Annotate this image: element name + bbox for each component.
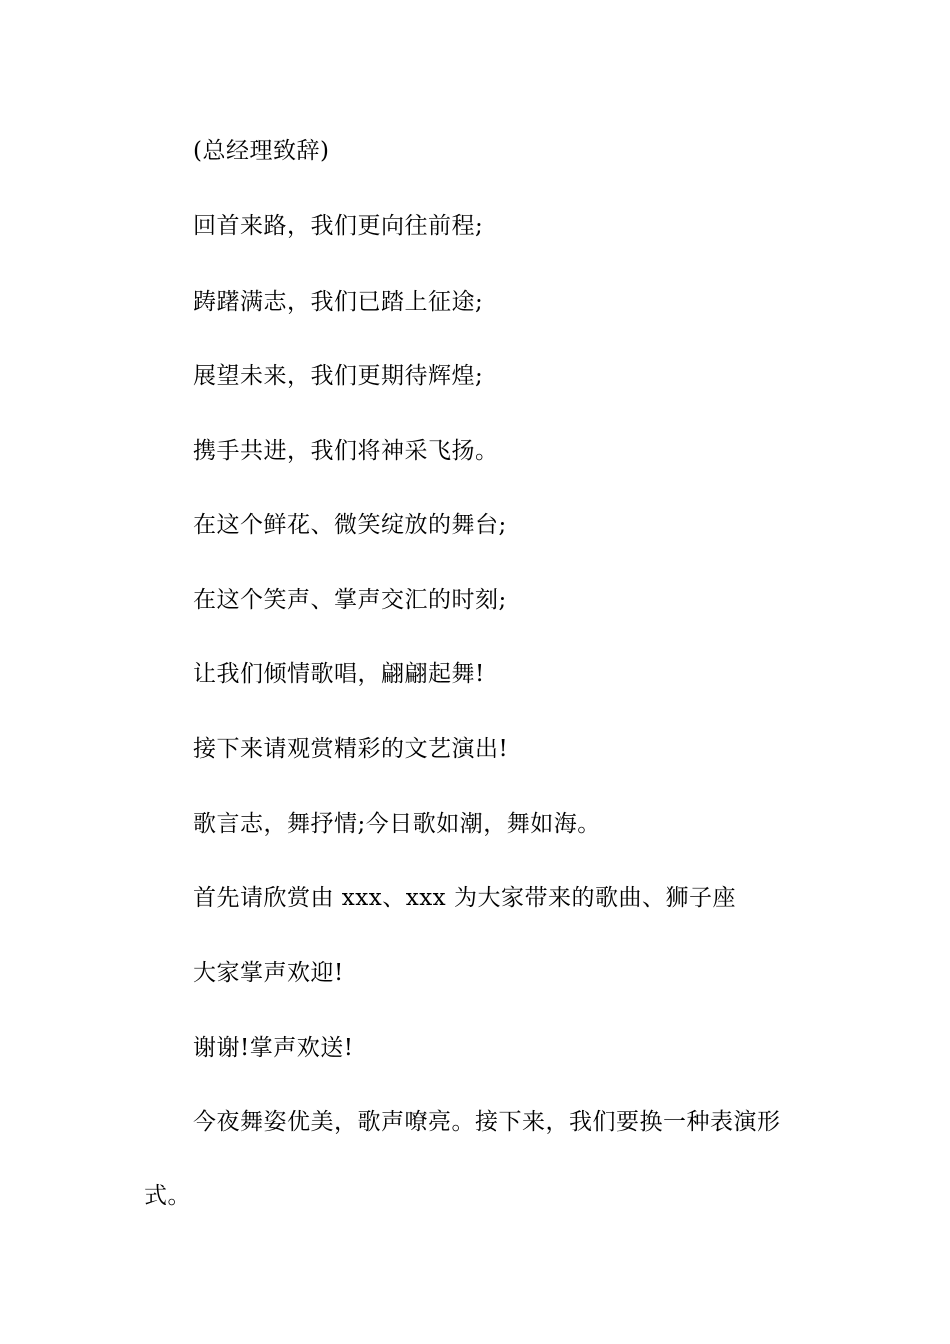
text-line: 携手共进，我们将神采飞扬。 <box>193 438 499 464</box>
text-line: 接下来请观赏精彩的文艺演出! <box>193 736 509 762</box>
text-line: 在这个鲜花、微笑绽放的舞台; <box>193 512 507 538</box>
text-line: 谢谢!掌声欢送! <box>193 1035 354 1061</box>
text-line: 让我们倾情歌唱，翩翩起舞! <box>193 661 485 687</box>
text-line: 式。 <box>144 1183 191 1209</box>
text-line: 首先请欣赏由 xxx、xxx 为大家带来的歌曲、狮子座 <box>193 885 736 911</box>
text-line: 大家掌声欢迎! <box>193 960 344 986</box>
text-line: 踌躇满志，我们已踏上征途; <box>193 289 484 315</box>
text-line: 展望未来，我们更期待辉煌; <box>193 363 484 389</box>
text-line: 歌言志，舞抒情;今日歌如潮，舞如海。 <box>193 811 601 837</box>
text-line: 今夜舞姿优美，歌声嘹亮。接下来，我们要换一种表演形 <box>193 1109 781 1135</box>
text-line: 在这个笑声、掌声交汇的时刻; <box>193 587 507 613</box>
text-line: 回首来路，我们更向往前程; <box>193 213 484 239</box>
text-line: (总经理致辞) <box>193 138 330 164</box>
